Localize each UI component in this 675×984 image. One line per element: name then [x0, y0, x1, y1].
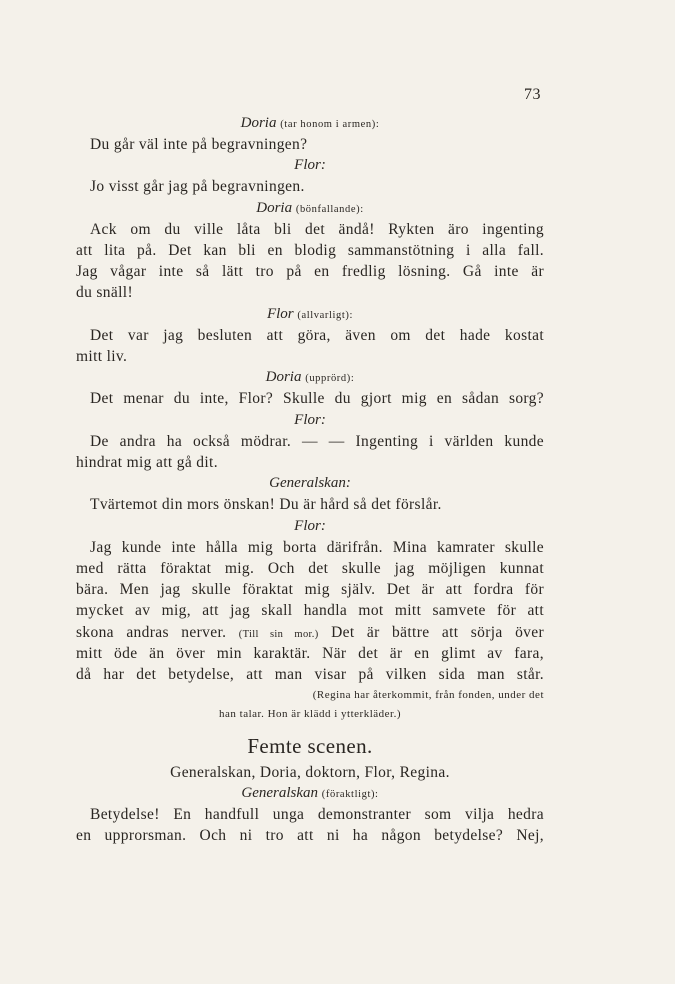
dialogue-line: Jag kunde inte hålla mig borta därifrån. Mina kamrater skulle [90, 538, 544, 556]
stage-direction-block: han talar. Hon är klädd i ytterkläder.) [219, 707, 401, 720]
dialogue-line: en upprorsman. Och ni tro att ni ha någon betydelse? Nej, [76, 826, 544, 844]
speaker-doria: Doria (bönfallande): [256, 199, 364, 216]
dialogue-line: du snäll! [76, 284, 133, 302]
speaker-flor: Flor: [294, 157, 326, 174]
speaker-generalskan: Generalskan (föraktligt): [241, 784, 379, 801]
dialogue-line: Det menar du inte, Flor? Skulle du gjort mig en sådan sorg? [90, 390, 544, 408]
dialogue-line: Jag vågar inte så lätt tro på en fredlig lösning. Gå inte är [76, 263, 544, 281]
cast-list: Generalskan, Doria, doktorn, Flor, Regina. [170, 763, 450, 781]
dialogue-line: Du går väl inte på begravningen? [90, 136, 308, 153]
speaker-doria: Doria (tar honom i armen): [240, 115, 380, 131]
dialogue-line: då har det betydelse, att man visar på vilken sida man står. [76, 666, 544, 684]
dialogue-line: bära. Men jag skulle föraktat mig själv. Det är att fordra för [76, 581, 544, 599]
dialogue-line: Det var jag besluten att göra, även om det hade kostat [90, 326, 544, 344]
play-text [76, 113, 544, 846]
dialogue-line: mitt liv. [76, 348, 128, 366]
dialogue-line: Jo visst går jag på begravningen. [90, 178, 305, 196]
speaker-flor: Flor: [294, 411, 326, 428]
scene-title: Femte scenen. [247, 733, 373, 758]
stage-direction: (allvarligt): [297, 309, 354, 321]
dialogue-line: Tvärtemot din mors önskan! Du är hård så det förslår. [90, 496, 442, 514]
stage-direction: (upprörd): [305, 373, 355, 385]
dialogue-line: Ack om du ville låta bli det ändå! Rykten äro ingenting [90, 220, 544, 238]
speaker-generalskan: Generalskan: [269, 475, 351, 492]
dialogue-line: hindrat mig att gå dit. [76, 453, 218, 471]
dialogue-line: mycket av mig, att jag skall handla mot mitt samvete för att [76, 602, 544, 620]
page-number: 73 [524, 86, 541, 103]
dialogue-line: De andra ha också mödrar. — — Ingenting i världen kunde [90, 432, 544, 450]
dialogue-line: med rätta föraktat mig. Och det skulle jag möjligen kunnat [76, 559, 544, 577]
speaker-doria: Doria (upprörd): [265, 369, 355, 386]
dialogue-line: Betydelse! En handfull unga demonstranter som vilja hedra [90, 805, 544, 823]
speaker-flor: Flor: [294, 517, 326, 534]
stage-direction: (föraktligt): [321, 788, 379, 800]
stage-direction-block: (Regina har återkommit, från fonden, under det [312, 688, 544, 701]
dialogue-line: skona andras nerver. (Till sin mor.) Det är bättre att sörja över [76, 623, 545, 641]
stage-direction: (bönfallande): [295, 203, 364, 215]
dialogue-line: mitt öde än över min karaktär. När det är en glimt av fara, [76, 645, 544, 663]
stage-direction: (Till sin mor.) [238, 628, 319, 640]
dialogue-line: att lita på. Det kan bli en blodig sammanstötning i alla fall. [76, 241, 544, 259]
speaker-flor: Flor (allvarligt): [266, 305, 354, 322]
stage-direction: (tar honom i armen): [280, 119, 380, 130]
